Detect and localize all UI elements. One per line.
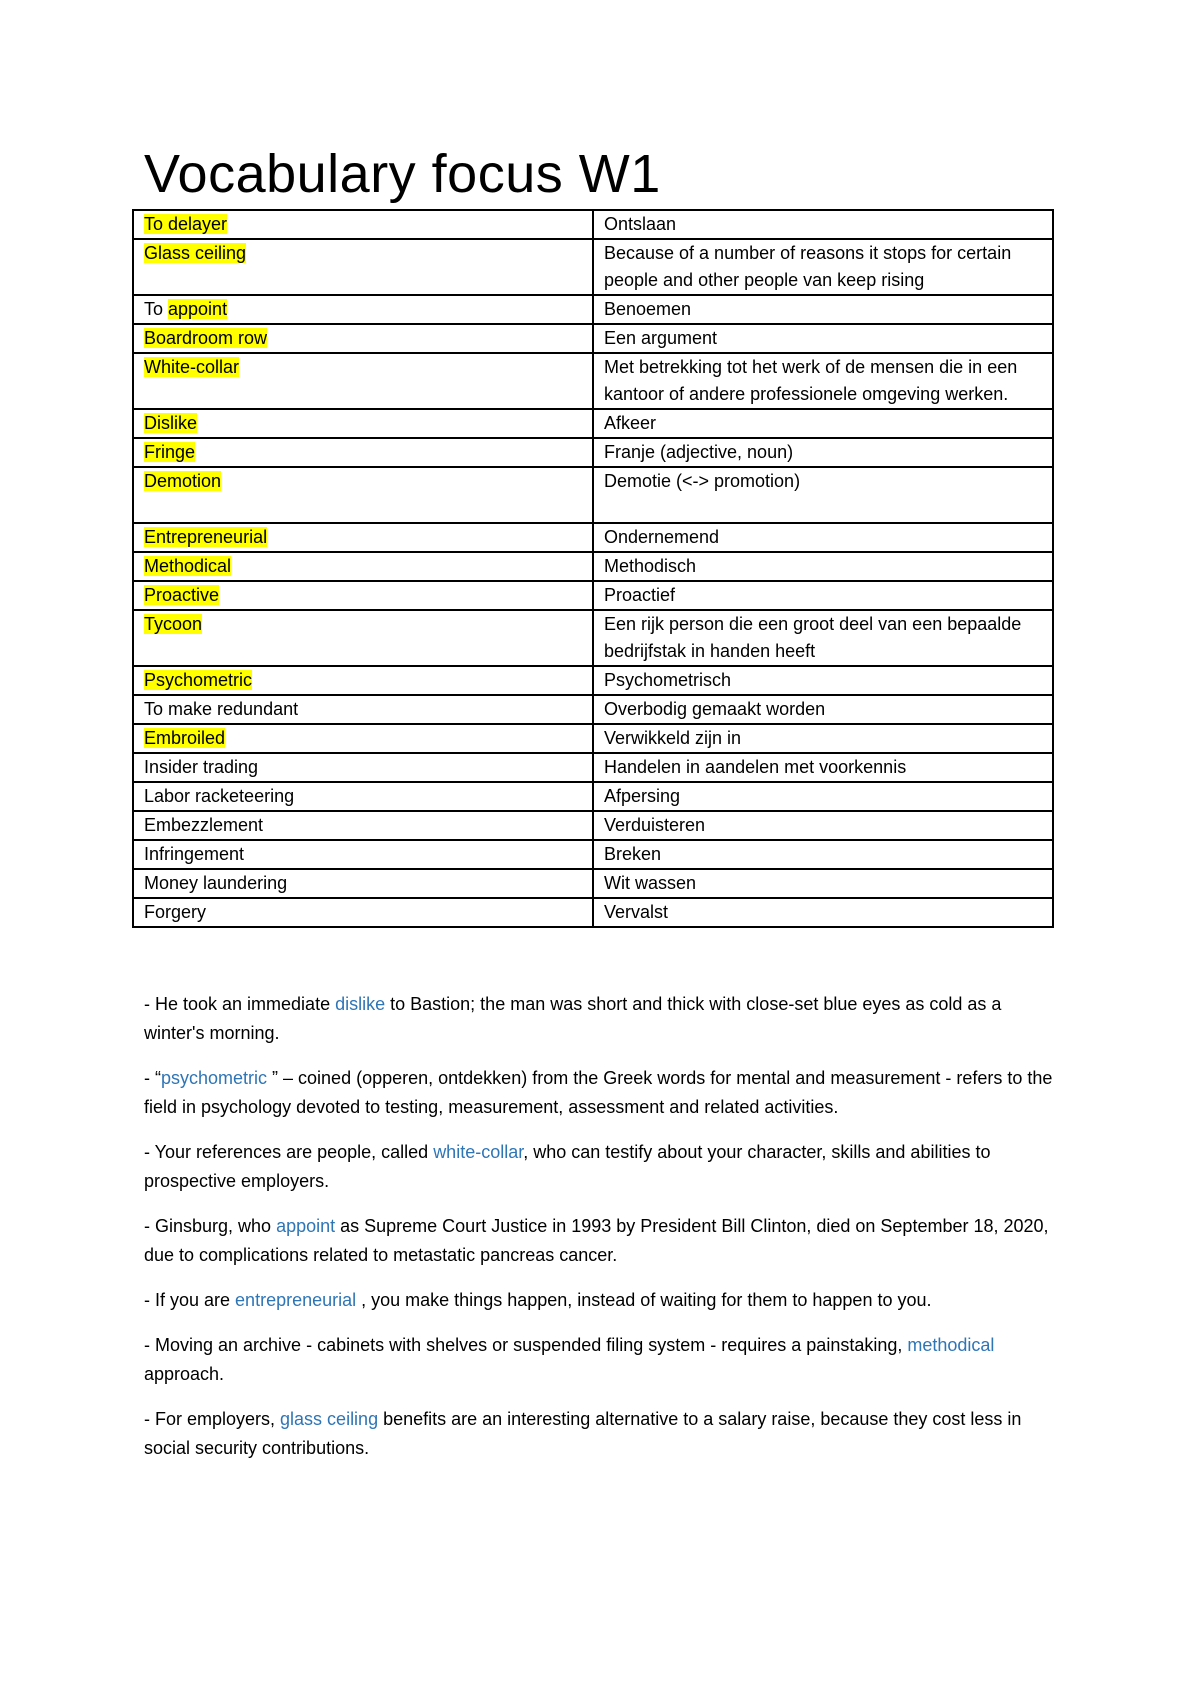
term-cell xyxy=(133,581,593,610)
table-row xyxy=(133,523,1053,552)
sentence-text: - “ xyxy=(144,1068,161,1088)
table-row xyxy=(133,295,1053,324)
table-row xyxy=(133,353,1053,409)
term-text: Proactive xyxy=(144,585,220,605)
keyword: psychometric xyxy=(161,1068,268,1088)
keyword: dislike xyxy=(335,994,386,1014)
example-sentence xyxy=(144,1212,1064,1270)
definition-cell: Met betrekking tot het werk of de mensen die in een kantoor of andere professionele omgeving werken. xyxy=(593,353,1053,409)
sentence-text: - If you are xyxy=(144,1290,236,1310)
sentence-text: to Bastion; the man was short and thick with close-set blue eyes as cold as a winter's morning. xyxy=(144,994,1002,1043)
sentence-text: as Supreme Court Justice in 1993 by President Bill Clinton, died on September 18, 2020, due to complications related to metastatic pancreas cancer. xyxy=(144,1216,1049,1265)
term-cell: To make redundant xyxy=(133,695,593,724)
table-row xyxy=(133,811,1053,840)
term-cell xyxy=(133,239,593,295)
term-cell: Infringement xyxy=(133,840,593,869)
term-text: Tycoon xyxy=(144,614,203,634)
table-row xyxy=(133,324,1053,353)
term-cell xyxy=(133,438,593,467)
definition-cell: Benoemen xyxy=(593,295,1053,324)
page-title: Vocabulary focus W1 xyxy=(144,144,661,204)
table-row xyxy=(133,409,1053,438)
table-row xyxy=(133,239,1053,295)
term-cell: Money laundering xyxy=(133,869,593,898)
term-text: Demotion xyxy=(144,471,222,491)
sentence-text: ” – coined (opperen, ontdekken) from the Greek words for mental and measurement - refers to the field in psychology devoted to testing, measurement, assessment and related activities. xyxy=(144,1068,1053,1117)
table-row xyxy=(133,782,1053,811)
term-cell: Embezzlement xyxy=(133,811,593,840)
definition-cell: Ontslaan xyxy=(593,210,1053,239)
example-sentence xyxy=(144,1064,1064,1122)
term-prefix: To xyxy=(144,299,169,319)
term-cell xyxy=(133,324,593,353)
term-text: Psychometric xyxy=(144,670,253,690)
term-cell xyxy=(133,295,593,324)
term-text: To delayer xyxy=(144,214,228,234)
definition-cell: Methodisch xyxy=(593,552,1053,581)
example-sentence xyxy=(144,1331,1064,1389)
example-sentence xyxy=(144,1286,1064,1315)
sentence-text: - Your references are people, called xyxy=(144,1142,434,1162)
definition-cell: Wit wassen xyxy=(593,869,1053,898)
definition-cell: Vervalst xyxy=(593,898,1053,927)
term-cell: Forgery xyxy=(133,898,593,927)
example-sentence xyxy=(144,1405,1064,1463)
sentence-text: - Ginsburg, who xyxy=(144,1216,277,1236)
keyword: appoint xyxy=(276,1216,336,1236)
definition-cell: Verwikkeld zijn in xyxy=(593,724,1053,753)
table-row xyxy=(133,724,1053,753)
sentence-text: benefits are an interesting alternative to a salary raise, because they cost less in social security contributions. xyxy=(144,1409,1022,1458)
definition-cell: Afpersing xyxy=(593,782,1053,811)
example-sentence xyxy=(144,990,1064,1048)
table-row xyxy=(133,695,1053,724)
table-row xyxy=(133,210,1053,239)
table-row xyxy=(133,753,1053,782)
term-cell xyxy=(133,610,593,666)
table-row xyxy=(133,610,1053,666)
definition-cell: Overbodig gemaakt worden xyxy=(593,695,1053,724)
term-cell xyxy=(133,467,593,523)
definition-cell: Psychometrisch xyxy=(593,666,1053,695)
definition-cell: Een argument xyxy=(593,324,1053,353)
sentence-text: , you make things happen, instead of waiting for them to happen to you. xyxy=(356,1290,932,1310)
sentence-text: - Moving an archive - cabinets with shelves or suspended filing system - requires a painstaking, xyxy=(144,1335,908,1355)
table-row xyxy=(133,581,1053,610)
term-text: Boardroom row xyxy=(144,328,268,348)
definition-cell: Because of a number of reasons it stops for certain people and other people van keep rising xyxy=(593,239,1053,295)
vocabulary-table xyxy=(132,209,1054,928)
table-row xyxy=(133,467,1053,523)
term-text: appoint xyxy=(168,299,228,319)
table-row xyxy=(133,666,1053,695)
term-text: Methodical xyxy=(144,556,232,576)
table-row xyxy=(133,438,1053,467)
term-cell xyxy=(133,353,593,409)
sentence-text: approach. xyxy=(144,1364,225,1384)
keyword: glass ceiling xyxy=(280,1409,379,1429)
term-text: Fringe xyxy=(144,442,196,462)
table-row xyxy=(133,552,1053,581)
table-row xyxy=(133,898,1053,927)
term-text: Dislike xyxy=(144,413,198,433)
term-text: Glass ceiling xyxy=(144,243,247,263)
keyword: methodical xyxy=(907,1335,995,1355)
term-cell xyxy=(133,210,593,239)
term-cell: Insider trading xyxy=(133,753,593,782)
definition-cell: Breken xyxy=(593,840,1053,869)
term-cell xyxy=(133,666,593,695)
term-cell xyxy=(133,724,593,753)
definition-cell: Verduisteren xyxy=(593,811,1053,840)
definition-cell: Proactief xyxy=(593,581,1053,610)
example-sentence xyxy=(144,1138,1064,1196)
definition-cell: Handelen in aandelen met voorkennis xyxy=(593,753,1053,782)
keyword: white-collar xyxy=(433,1142,524,1162)
term-text: Entrepreneurial xyxy=(144,527,268,547)
term-text: White-collar xyxy=(144,357,240,377)
sentence-text: - He took an immediate xyxy=(144,994,336,1014)
sentence-text: - For employers, xyxy=(144,1409,281,1429)
keyword: entrepreneurial xyxy=(235,1290,357,1310)
sentence-text: , who can testify about your character, skills and abilities to prospective employers. xyxy=(144,1142,991,1191)
table-row xyxy=(133,869,1053,898)
term-cell xyxy=(133,523,593,552)
term-cell: Labor racketeering xyxy=(133,782,593,811)
definition-cell: Demotie (<-> promotion) xyxy=(593,467,1053,523)
term-text: Embroiled xyxy=(144,728,226,748)
definition-cell: Ondernemend xyxy=(593,523,1053,552)
example-sentences xyxy=(144,990,1064,1479)
definition-cell: Afkeer xyxy=(593,409,1053,438)
definition-cell: Een rijk person die een groot deel van een bepaalde bedrijfstak in handen heeft xyxy=(593,610,1053,666)
term-cell xyxy=(133,552,593,581)
definition-cell: Franje (adjective, noun) xyxy=(593,438,1053,467)
term-cell xyxy=(133,409,593,438)
table-row xyxy=(133,840,1053,869)
